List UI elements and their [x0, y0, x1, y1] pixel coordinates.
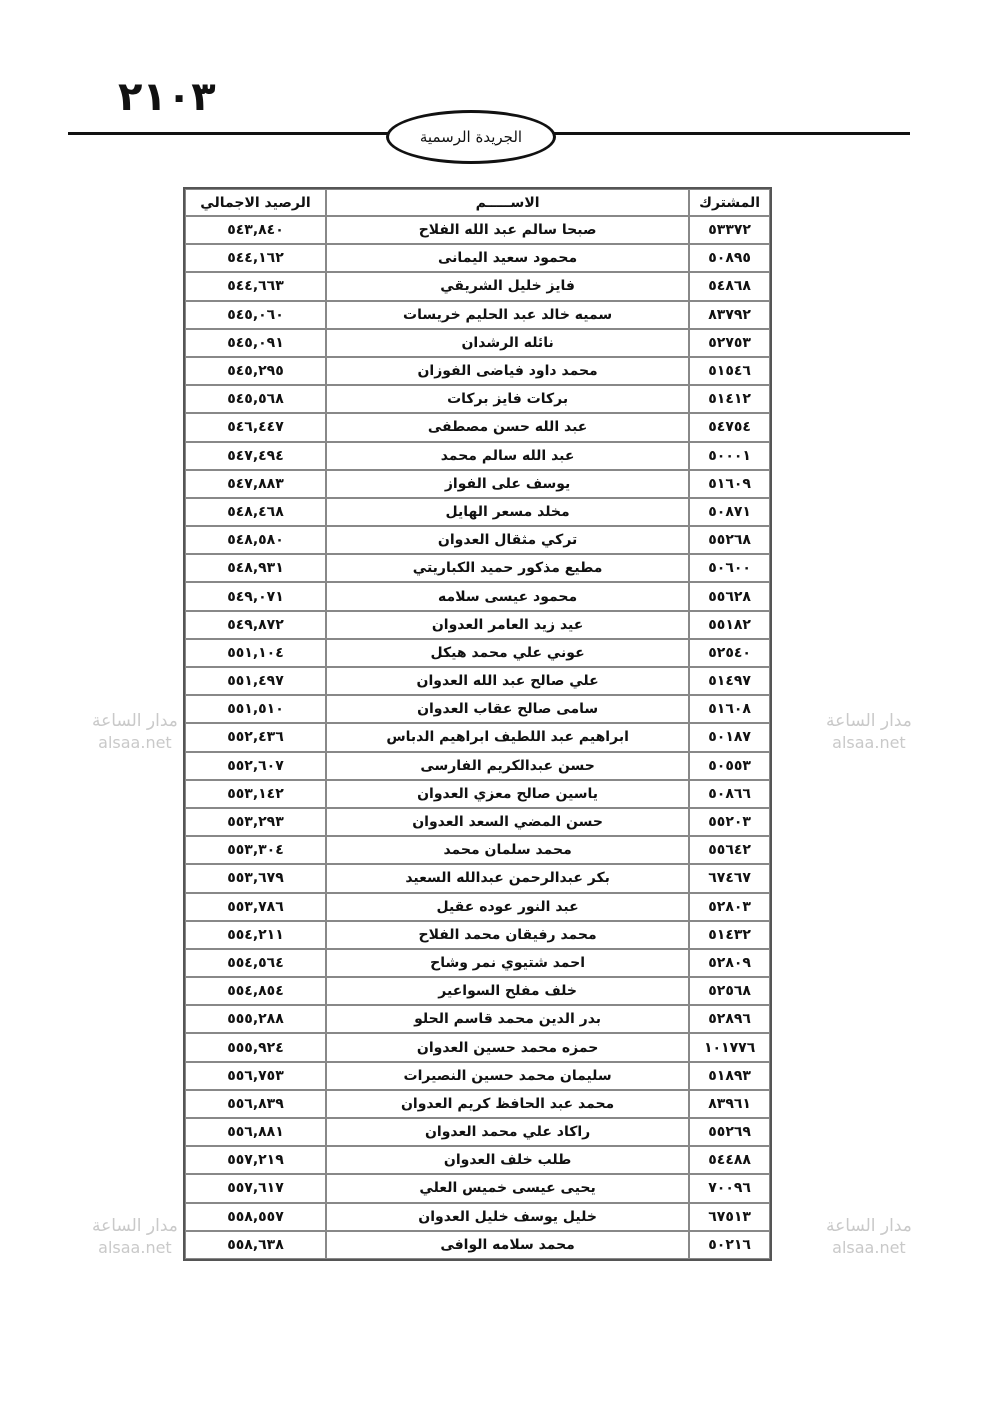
- total-balance: ٥٤٨,٥٨٠: [185, 526, 326, 554]
- subscriber-name: عبد الله سالم محمد: [326, 442, 689, 470]
- column-header-name: الاســـــم: [326, 189, 689, 216]
- subscriber-name: محمد داود فياضى الفوزان: [326, 357, 689, 385]
- subscriber-id: ٥٠٠٠١: [689, 442, 770, 470]
- total-balance: ٥٤٥,٠٦٠: [185, 301, 326, 329]
- subscriber-name: خليل يوسف خليل العدوان: [326, 1203, 689, 1231]
- table-row: [185, 1062, 770, 1090]
- table-row: [185, 554, 770, 582]
- total-balance: ٥٥٦,٨٣٩: [185, 1090, 326, 1118]
- total-balance: ٥٥١,٤٩٧: [185, 667, 326, 695]
- subscriber-name: راكاد علي محمد العدوان: [326, 1118, 689, 1146]
- table-row: [185, 639, 770, 667]
- subscriber-id: ٥٢٥٦٨: [689, 977, 770, 1005]
- total-balance: ٥٤٦,٤٤٧: [185, 413, 326, 441]
- total-balance: ٥٥٧,٦١٧: [185, 1174, 326, 1202]
- watermark-arabic: مدار الساعة: [92, 711, 178, 731]
- subscriber-name: بركات فايز بركات: [326, 385, 689, 413]
- subscribers-table: [183, 187, 772, 1261]
- total-balance: ٥٤٨,٤٦٨: [185, 498, 326, 526]
- total-balance: ٥٥١,١٠٤: [185, 639, 326, 667]
- total-balance: ٥٤٤,١٦٢: [185, 244, 326, 272]
- total-balance: ٥٤٨,٩٣١: [185, 554, 326, 582]
- column-header-balance: الرصيد الاجمالي: [185, 189, 326, 216]
- table-row: [185, 329, 770, 357]
- subscriber-name: حمزه محمد حسين العدوان: [326, 1033, 689, 1061]
- subscriber-id: ٥٠٢١٦: [689, 1231, 770, 1259]
- total-balance: ٥٥٢,٦٠٧: [185, 752, 326, 780]
- table-row: [185, 723, 770, 751]
- table-row: [185, 272, 770, 300]
- subscriber-id: ٥٣٣٧٢: [689, 216, 770, 244]
- subscriber-id: ٥٠٨٧١: [689, 498, 770, 526]
- subscriber-name: محمد عبد الحافظ كريم العدوان: [326, 1090, 689, 1118]
- subscriber-name: سميه خالد عبد الحليم خريسات: [326, 301, 689, 329]
- subscriber-id: ٥٥٦٤٢: [689, 836, 770, 864]
- table-row: [185, 752, 770, 780]
- table-row: [185, 780, 770, 808]
- subscriber-name: بكر عبدالرحمن عبدالله السعيد: [326, 864, 689, 892]
- subscriber-id: ٥١٨٩٣: [689, 1062, 770, 1090]
- subscriber-id: ٥٠٨٩٥: [689, 244, 770, 272]
- table-row: [185, 695, 770, 723]
- subscriber-id: ٥٥٢٠٣: [689, 808, 770, 836]
- table-row: [185, 808, 770, 836]
- subscriber-id: ٦٧٤٦٧: [689, 864, 770, 892]
- table-header-row: [185, 189, 770, 216]
- table-row: [185, 977, 770, 1005]
- watermark: [826, 1215, 912, 1259]
- table-row: [185, 357, 770, 385]
- subscriber-name: مطيع مذكور حميد الكباريتي: [326, 554, 689, 582]
- subscriber-name: عوني علي محمد هيكل: [326, 639, 689, 667]
- subscriber-name: بدر الدين محمد قاسم الحلو: [326, 1005, 689, 1033]
- subscriber-id: ٧٠٠٩٦: [689, 1174, 770, 1202]
- subscriber-id: ٥٠٦٠٠: [689, 554, 770, 582]
- watermark-arabic: مدار الساعة: [826, 711, 912, 731]
- subscriber-name: محمد رفيقان محمد الفلاح: [326, 921, 689, 949]
- subscriber-name: ابراهيم عبد اللطيف ابراهيم الدباس: [326, 723, 689, 751]
- subscriber-name: فايز خليل الشريقي: [326, 272, 689, 300]
- table-row: [185, 921, 770, 949]
- total-balance: ٥٤٥,٢٩٥: [185, 357, 326, 385]
- total-balance: ٥٥١,٥١٠: [185, 695, 326, 723]
- subscriber-id: ٥٢٨٩٦: [689, 1005, 770, 1033]
- total-balance: ٥٥٨,٦٣٨: [185, 1231, 326, 1259]
- column-header-id: المشترك: [689, 189, 770, 216]
- subscriber-id: ٨٣٩٦١: [689, 1090, 770, 1118]
- subscriber-name: يحيى عيسى خميس العلي: [326, 1174, 689, 1202]
- subscriber-name: خلف مفلح السواعير: [326, 977, 689, 1005]
- table-row: [185, 611, 770, 639]
- total-balance: ٥٥٣,١٤٢: [185, 780, 326, 808]
- subscriber-name: نائله الرشدان: [326, 329, 689, 357]
- table-row: [185, 1033, 770, 1061]
- total-balance: ٥٤٧,٤٩٤: [185, 442, 326, 470]
- subscriber-name: محمود عيسى سلامه: [326, 582, 689, 610]
- table-row: [185, 413, 770, 441]
- total-balance: ٥٥٣,٢٩٣: [185, 808, 326, 836]
- table-row: [185, 836, 770, 864]
- table-row: [185, 893, 770, 921]
- table-row: [185, 864, 770, 892]
- subscriber-name: علي صالح عبد الله العدوان: [326, 667, 689, 695]
- table-row: [185, 216, 770, 244]
- total-balance: ٥٥٣,٣٠٤: [185, 836, 326, 864]
- total-balance: ٥٤٥,٠٩١: [185, 329, 326, 357]
- table-row: [185, 470, 770, 498]
- subscriber-name: ياسين صالح معزي العدوان: [326, 780, 689, 808]
- subscriber-id: ٥٤٤٨٨: [689, 1146, 770, 1174]
- watermark-english: alsaa.net: [832, 1238, 906, 1257]
- total-balance: ٥٥٤,٢١١: [185, 921, 326, 949]
- subscriber-id: ٥١٤٣٢: [689, 921, 770, 949]
- total-balance: ٥٥٦,٧٥٣: [185, 1062, 326, 1090]
- total-balance: ٥٤٩,٨٧٢: [185, 611, 326, 639]
- subscriber-id: ٥٢٨٠٣: [689, 893, 770, 921]
- table-row: [185, 1005, 770, 1033]
- watermark: [92, 1215, 178, 1259]
- table-row: [185, 582, 770, 610]
- watermark-arabic: مدار الساعة: [92, 1216, 178, 1236]
- subscriber-name: محمد سلامه الوافى: [326, 1231, 689, 1259]
- table-row: [185, 1174, 770, 1202]
- watermark-english: alsaa.net: [832, 733, 906, 752]
- subscriber-id: ٥٢٥٤٠: [689, 639, 770, 667]
- total-balance: ٥٥٣,٦٧٩: [185, 864, 326, 892]
- table-row: [185, 1146, 770, 1174]
- subscriber-id: ٥٥٢٦٨: [689, 526, 770, 554]
- table-row: [185, 526, 770, 554]
- subscriber-id: ٥٢٨٠٩: [689, 949, 770, 977]
- subscriber-name: صبحا سالم عبد الله الفلاح: [326, 216, 689, 244]
- watermark: [92, 710, 178, 754]
- page-number: ٢١٠٣: [118, 74, 216, 120]
- table-row: [185, 1118, 770, 1146]
- total-balance: ٥٥٥,٢٨٨: [185, 1005, 326, 1033]
- total-balance: ٥٤٥,٥٦٨: [185, 385, 326, 413]
- subscriber-name: محمود سعيد اليمانى: [326, 244, 689, 272]
- total-balance: ٥٥٨,٥٥٧: [185, 1203, 326, 1231]
- watermark-english: alsaa.net: [98, 1238, 172, 1257]
- subscriber-id: ٥٥٢٦٩: [689, 1118, 770, 1146]
- table-row: [185, 301, 770, 329]
- subscriber-name: يوسف على الفواز: [326, 470, 689, 498]
- watermark-english: alsaa.net: [98, 733, 172, 752]
- total-balance: ٥٤٤,٦٦٣: [185, 272, 326, 300]
- subscriber-name: طلب خلف العدوان: [326, 1146, 689, 1174]
- total-balance: ٥٤٧,٨٨٣: [185, 470, 326, 498]
- table-row: [185, 667, 770, 695]
- subscriber-id: ٨٣٧٩٢: [689, 301, 770, 329]
- subscriber-name: سليمان محمد حسين النصيرات: [326, 1062, 689, 1090]
- table-row: [185, 1203, 770, 1231]
- watermark-arabic: مدار الساعة: [826, 1216, 912, 1236]
- total-balance: ٥٥٣,٧٨٦: [185, 893, 326, 921]
- subscriber-id: ٥٤٧٥٤: [689, 413, 770, 441]
- total-balance: ٥٤٩,٠٧١: [185, 582, 326, 610]
- total-balance: ٥٥٢,٤٣٦: [185, 723, 326, 751]
- publication-title-oval: [386, 110, 556, 164]
- subscriber-id: ٥١٦٠٩: [689, 470, 770, 498]
- subscriber-id: ٥٥١٨٢: [689, 611, 770, 639]
- subscriber-name: عبد الله حسن مصطفى: [326, 413, 689, 441]
- table-row: [185, 442, 770, 470]
- table-row: [185, 1090, 770, 1118]
- table-row: [185, 385, 770, 413]
- total-balance: ٥٥٦,٨٨١: [185, 1118, 326, 1146]
- table-row: [185, 244, 770, 272]
- subscriber-id: ٥٠١٨٧: [689, 723, 770, 751]
- subscriber-name: حسن المضي السعد العدوان: [326, 808, 689, 836]
- subscriber-name: تركي مثقال العدوان: [326, 526, 689, 554]
- subscriber-id: ٥٠٨٦٦: [689, 780, 770, 808]
- subscriber-id: ٥١٤٩٧: [689, 667, 770, 695]
- subscriber-name: احمد شتيوي نمر وشاح: [326, 949, 689, 977]
- subscriber-id: ٥١٥٤٦: [689, 357, 770, 385]
- total-balance: ٥٥٥,٩٢٤: [185, 1033, 326, 1061]
- subscriber-name: عبد النور عوده عقيل: [326, 893, 689, 921]
- total-balance: ٥٥٤,٨٥٤: [185, 977, 326, 1005]
- subscriber-id: ١٠١٧٧٦: [689, 1033, 770, 1061]
- total-balance: ٥٤٣,٨٤٠: [185, 216, 326, 244]
- subscriber-id: ٥٢٧٥٣: [689, 329, 770, 357]
- total-balance: ٥٥٧,٢١٩: [185, 1146, 326, 1174]
- subscriber-id: ٥٠٥٥٣: [689, 752, 770, 780]
- subscriber-id: ٥١٤١٢: [689, 385, 770, 413]
- subscriber-name: حسن عبدالكريم الفارسى: [326, 752, 689, 780]
- subscriber-id: ٥١٦٠٨: [689, 695, 770, 723]
- subscriber-id: ٥٥٦٢٨: [689, 582, 770, 610]
- publication-title: الجريدة الرسمية: [419, 128, 523, 146]
- watermark: [826, 710, 912, 754]
- table-row: [185, 1231, 770, 1259]
- subscriber-id: ٥٤٨٦٨: [689, 272, 770, 300]
- total-balance: ٥٥٤,٥٦٤: [185, 949, 326, 977]
- table-row: [185, 949, 770, 977]
- subscriber-name: مخلد مسعر الهايل: [326, 498, 689, 526]
- subscriber-id: ٦٧٥١٣: [689, 1203, 770, 1231]
- subscriber-name: محمد سلمان محمد: [326, 836, 689, 864]
- table-row: [185, 498, 770, 526]
- subscriber-name: عيد زيد العامر العدوان: [326, 611, 689, 639]
- subscriber-name: سامى صالح عقاب العدوان: [326, 695, 689, 723]
